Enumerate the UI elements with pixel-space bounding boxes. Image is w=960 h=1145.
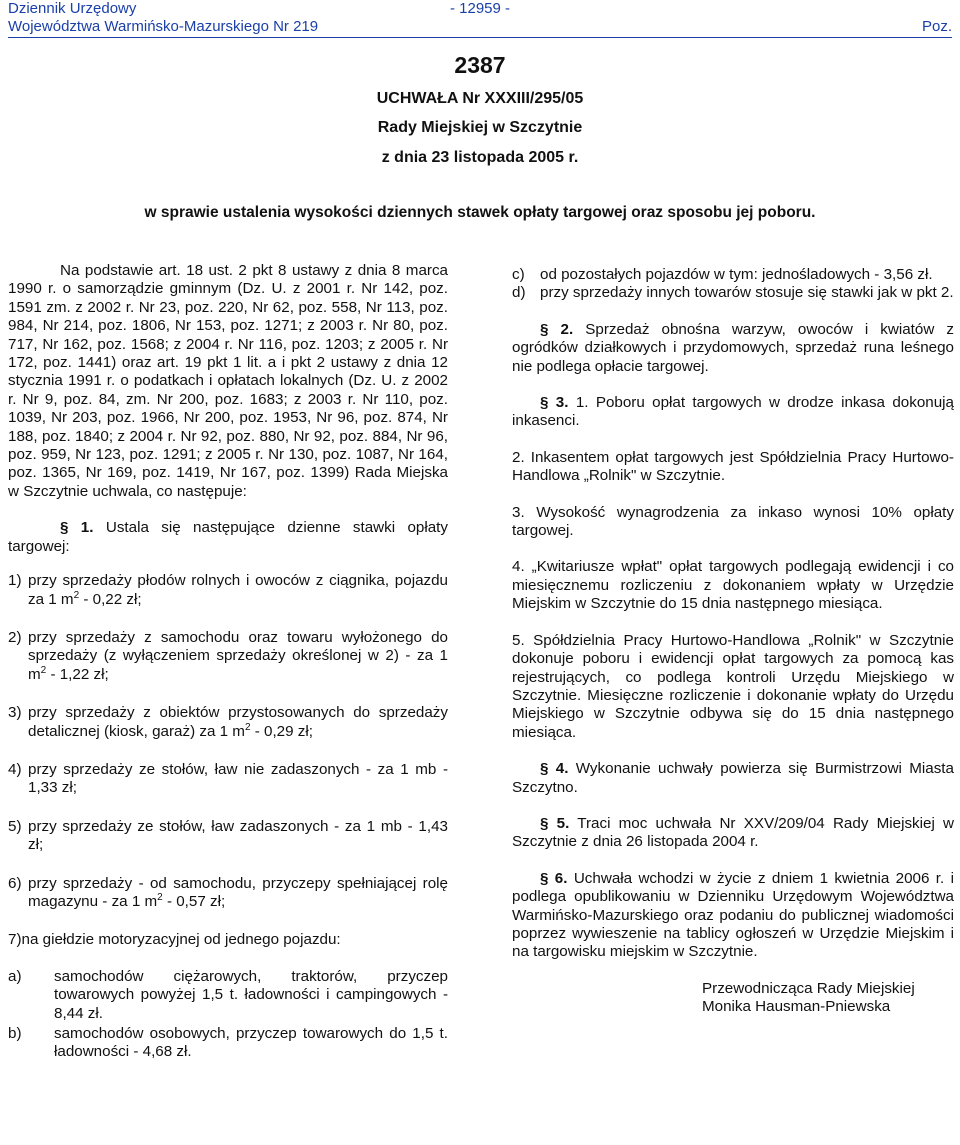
vehicle-rate-c: c) od pozostałych pojazdów w tym: jednośladowych - 3,56 zł. <box>512 266 933 283</box>
paragraph-4: § 4. Wykonanie uchwały powierza się Burmistrzowi Miasta Szczytno. <box>512 760 954 796</box>
act-number: 2387 <box>454 52 506 78</box>
paragraph-5: § 5. Traci moc uchwała Nr XXV/209/04 Rady Miejskiej w Szczytnie z dnia 26 listopada 2004 r. <box>512 814 955 851</box>
rate-item-6: 6) przy sprzedaży - od samochodu, przyczepy spełniającej rolę magazynu - za 1 $m^2 - 0,57$ zł; <box>8 874 448 910</box>
signature-block <box>512 980 954 1017</box>
right-column <box>512 266 954 1017</box>
signature-name: Monika Hausman-Pniewska <box>702 998 891 1016</box>
rate-item-7: 7)na giełdzie motoryzacyjnej od jednego pojazdu: <box>8 931 341 949</box>
paragraph-3-item-2: 2. Inkasentem opłat targowych jest Spółdzielnia Pracy Hurtowo-Handlowa „Rolnik" w Szczytnie. <box>512 448 954 485</box>
vehicle-rate-d: d) przy sprzedaży innych towarów stosuje się stawki jak w pkt 2. <box>512 284 954 302</box>
paragraph-6: § 6. Uchwała wchodzi w życie z dniem 1 kwietnia 2006 r. i podlega opublikowaniu w Dzienniku Urzędowym Województwa Warmińsko-Mazurskiego oraz podaniu do publicznej wiadomości poprzez wywieszenie na tablicy ogłoszeń w Urzędzie Miejskim i na targowisku miejskim w Szczytnie. <box>512 869 954 961</box>
preamble: Na podstawie art. 18 ust. 2 pkt 8 ustawy z dnia 8 marca 1990 r. o samorządzie gminnym (Dz. U. z 2001 r. Nr 142, poz. 1591 zm. z 2002 r. Nr 23, poz. 220, Nr 62, poz. 558, Nr 113, poz. 984, Nr 214, poz. 1806, Nr 153, poz. 1271; z 2003 r. Nr 80, poz. 717, Nr 162, poz. 1568; z 2004 r. Nr 116, poz. 1203; z 2005 r. Nr 172, poz. 1441) oraz art. 19 pkt 1 lit. a i pkt 2 ustawy z dnia 12 stycznia 1991 r. o podatkach i opłatach lokalnych (Dz. U. z 2002 r. Nr 9, poz. 84, zm. Nr 200, poz. 1683; z 2003 r. Nr 110, poz. 1039, Nr 203, poz. 1966, Nr 200, poz. 1953, Nr 96, poz. 874, Nr 188, poz. 1840; z 2004 r. Nr 92, poz. 880, Nr 92, poz. 884, Nr 96, poz. 959, Nr 123, poz. 1291; z 2005 r. Nr 130, poz. 1087, Nr 164, poz. 1365, Nr 169, poz. 1419, Nr 167, poz. 1399) Rada Miejska w Szczytnie uchwala, co następuje: <box>8 262 448 500</box>
header-divider <box>8 37 952 38</box>
paragraph-3: § 3. 1. Poboru opłat targowych w drodze inkasa dokonują inkasenci. <box>512 394 954 430</box>
resolution-subject: w sprawie ustalenia wysokości dziennych stawek opłaty targowej oraz sposobu jej poboru. <box>144 204 816 221</box>
resolution-date: z dnia 23 listopada 2005 r. <box>381 149 579 166</box>
signature-role: Przewodnicząca Rady Miejskiej <box>702 979 915 997</box>
vehicle-rate-a: a) samochodów ciężarowych, traktorów, przyczep towarowych powyżej 1,5 t. ładowności i campingowych - 8,44 zł. <box>8 967 448 1022</box>
rate-list <box>8 572 448 911</box>
vehicle-rate-b: b) samochodów osobowych, przyczep towarowych do 1,5 t. ładowności - 4,68 zł. <box>8 1025 448 1061</box>
position-label: Poz. <box>921 18 952 35</box>
left-column <box>8 262 448 1062</box>
rate-item-4: 4) przy sprzedaży ze stołów, ław nie zadaszonych - za 1 mb - 1,33 zł; <box>8 760 448 797</box>
paragraph-2: § 2. Sprzedaż obnośna warzyw, owoców i kwiatów z ogródków działkowych i przydomowych, sprzedaż runa leśnego nie podlega opłacie targowej. <box>512 320 954 375</box>
publication-title: Dziennik Urzędowy <box>8 0 137 17</box>
paragraph-1 <box>8 519 448 556</box>
paragraph-3-item-5: 5. Spółdzielnia Pracy Hurtowo-Handlowa „Rolnik" w Szczytnie dokonuje poboru i ewidencji opłat targowych za pomocą kas rejestrujących, co podlega kontroli Urzędu Miejskiego w Szczytnie. Miesięczne rozliczenie i dokonanie wpłaty do Urzędu Miejskiego w Szczytnie odbywa się do 15 dnia następnego miesiąca. <box>512 631 954 741</box>
paragraph-3-item-4: 4. „Kwitariusze wpłat" opłat targowych podlegają ewidencji i co miesięcznemu rozliczeniu z dokonaniem wpłaty w Urzędzie Miejskim w Szczytnie do 15 dnia następnego miesiąca. <box>512 558 954 613</box>
paragraph-1-number: § 1. <box>60 519 94 537</box>
paragraph-3-item-3: 3. Wysokość wynagrodzenia za inkaso wynosi 10% opłaty targowej. <box>512 503 954 540</box>
paragraph-1-text: Ustala się następujące dzienne stawki opłaty targowej: <box>8 519 448 555</box>
voivodeship-name: Województwa Warmińsko-Mazurskiego Nr 219 <box>8 18 319 35</box>
rate-item-5: 5) przy sprzedaży ze stołów, ław zadaszonych - za 1 mb - 1,43 zł; <box>8 817 448 854</box>
resolution-title: UCHWAŁA Nr XXXIII/295/05 <box>376 90 584 107</box>
rate-item-3: 3) przy sprzedaży z obiektów przystosowanych do sprzedaży detalicznej (kiosk, garaż) za 1 $m^2 - 0,29$ zł; <box>8 704 448 740</box>
resolution-issuer: Rady Miejskiej w Szczytnie <box>377 119 583 136</box>
rate-item-2: 2) przy sprzedaży z samochodu oraz towaru wyłożonego do sprzedaży (z wyłączeniem sprzedaży określonej w 2) - za 1 $m^2 - 1,22$ zł; <box>8 628 448 683</box>
page-number: - 12959 - <box>449 0 511 17</box>
rate-item-1: 1) przy sprzedaży płodów rolnych i owoców z ciągnika, pojazdu za 1 $m^2 - 0,22$ zł; <box>8 572 448 608</box>
